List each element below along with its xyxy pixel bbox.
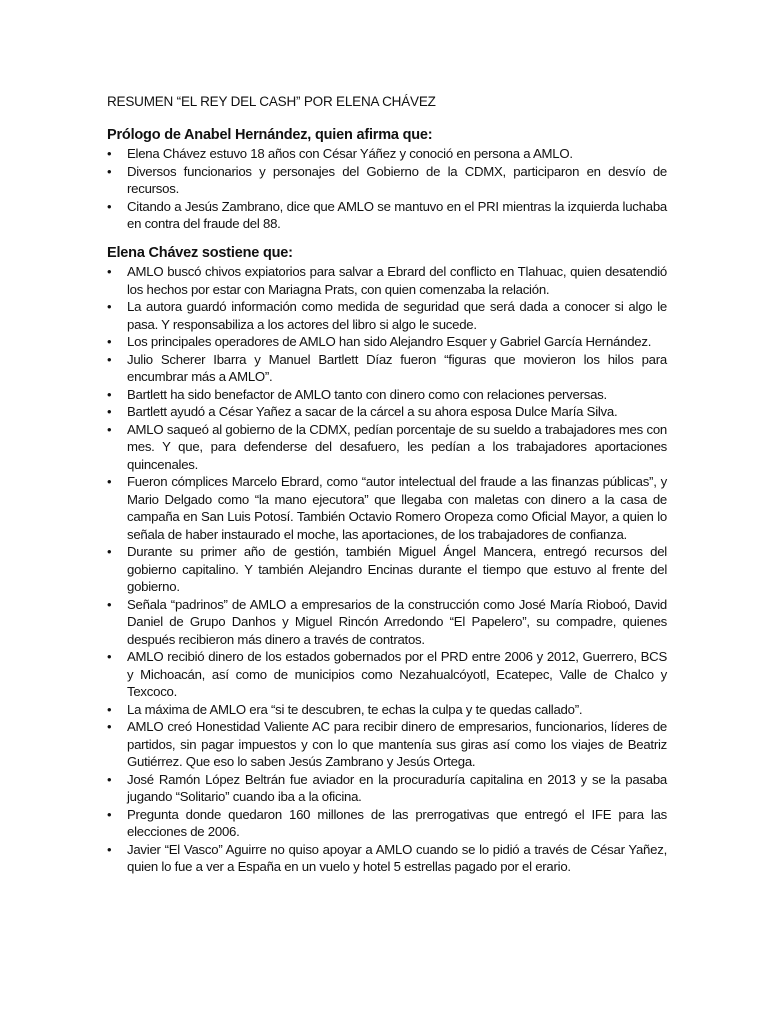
bullet-icon: • [107, 771, 112, 787]
bullet-icon: • [107, 386, 112, 402]
prologue-heading: Prólogo de Anabel Hernández, quien afirma que: [107, 127, 433, 143]
list-item [107, 351, 667, 386]
list-item-text: Fueron cómplices Marcelo Ebrard, como “autor intelectual del fraude a las finanzas públicas”, y Mario Delgado como “la mano ejecutora” que llegaba con maletas con dinero a la casa de campaña en San Luis Potosí. También Octavio Romero Oropeza como Oficial Mayor, a quien lo señala de haber instaurado el moche, las aportaciones, de los trabajadores de confianza. [127, 474, 667, 542]
list-item [107, 648, 667, 701]
list-item-text: Bartlett ha sido benefactor de AMLO tanto con dinero como con relaciones perversas. [127, 386, 607, 402]
bullet-icon: • [107, 163, 112, 179]
chavez-list [107, 263, 667, 876]
list-item-text: Señala “padrinos” de AMLO a empresarios de la construcción como José María Rioboó, David Daniel de Grupo Danhos y Miguel Rincón Arredondo “El Papelero”, su compadre, quienes después recibieron más dinero a través de contratos. [127, 596, 667, 647]
bullet-icon: • [107, 719, 112, 734]
document-title: RESUMEN “EL REY DEL CASH” POR ELENA CHÁVEZ [107, 94, 436, 109]
list-item [107, 473, 667, 543]
bullet-icon: • [107, 351, 112, 367]
bullet-icon: • [107, 421, 112, 437]
list-item [107, 145, 667, 163]
list-item-text: Citando a Jesús Zambrano, dice que AMLO se mantuvo en el PRI mientras la izquierda luchaba en contra del fraude del 88. [127, 198, 667, 231]
list-item-text: Elena Chávez estuvo 18 años con César Yáñez y conoció en persona a AMLO. [127, 146, 573, 161]
list-item-text: Durante su primer año de gestión, también Miguel Ángel Mancera, entregó recursos del gobierno capitalino. Y también Alejandro Encinas durante el tiempo que estuvo al frente del gobierno. [127, 544, 667, 594]
list-item-text: Diversos funcionarios y personajes del Gobierno de la CDMX, participaron en desvío de recursos. [127, 163, 667, 196]
bullet-icon: • [107, 264, 112, 279]
list-item [107, 163, 667, 198]
list-item-text: Pregunta donde quedaron 160 millones de las prerrogativas que entregó el IFE para las elecciones de 2006. [127, 806, 667, 839]
list-item-text: AMLO saqueó al gobierno de la CDMX, pedían porcentaje de su sueldo a trabajadores mes con mes. Y que, para defenderse del desafuero, les pedían a los trabajadores aportaciones quincenales. [127, 421, 667, 472]
list-item-text: Julio Scherer Ibarra y Manuel Bartlett Díaz fueron “figuras que movieron los hilos para encumbrar más a AMLO”. [127, 351, 667, 384]
list-item [107, 198, 667, 233]
list-item [107, 421, 667, 474]
list-item-text: La máxima de AMLO era “si te descubren, te echas la culpa y te quedas callado”. [127, 701, 583, 717]
prologue-section [107, 126, 667, 233]
list-item-text: AMLO recibió dinero de los estados gobernados por el PRD entre 2006 y 2012, Guerrero, BCS y Michoacán, así como de municipios como Nezahualcóyotl, Ecatepec, Valle de Chalco y Texcoco. [127, 649, 667, 699]
chavez-section [107, 244, 667, 876]
list-item-text: La autora guardó información como medida de seguridad que será dada a conocer si algo le pasa. Y responsabiliza a los actores del libro si algo le sucede. [127, 299, 667, 332]
list-item [107, 298, 667, 333]
bullet-icon: • [107, 544, 112, 559]
list-item [107, 771, 667, 806]
list-item [107, 543, 667, 596]
list-item-text: Bartlett ayudó a César Yañez a sacar de la cárcel a su ahora esposa Dulce María Silva. [127, 404, 618, 419]
list-item [107, 596, 667, 649]
bullet-icon: • [107, 841, 112, 857]
bullet-icon: • [107, 198, 112, 214]
list-item-text: José Ramón López Beltrán fue aviador en la procuraduría capitalina en 2013 y se la pasaba jugando “Solitario” cuando iba a la oficina. [127, 771, 667, 804]
list-item [107, 718, 667, 771]
list-item [107, 386, 667, 404]
list-item-text: AMLO buscó chivos expiatorios para salvar a Ebrard del conflicto en Tlahuac, quien desatendió los hechos por estar con Mariagna Prats, con quien comenzaba la relación. [127, 264, 667, 297]
list-item [107, 701, 667, 719]
prologue-list [107, 145, 667, 233]
list-item [107, 841, 667, 876]
bullet-icon: • [107, 334, 112, 349]
list-item-text: Los principales operadores de AMLO han sido Alejandro Esquer y Gabriel García Hernández. [127, 334, 652, 349]
bullet-icon: • [107, 146, 112, 161]
bullet-icon: • [107, 596, 112, 612]
list-item [107, 263, 667, 298]
list-item-text: AMLO creó Honestidad Valiente AC para recibir dinero de empresarios, funcionarios, líderes de partidos, sin pagar impuestos y con lo que mantenía sus giras así como los viajes de Beatriz Gutiérrez. Que eso lo saben Jesús Zambrano y Jesús Ortega. [127, 719, 667, 769]
bullet-icon: • [107, 701, 112, 717]
chavez-heading: Elena Chávez sostiene que: [107, 245, 293, 261]
bullet-icon: • [107, 649, 112, 664]
list-item-text: Javier “El Vasco” Aguirre no quiso apoyar a AMLO cuando se lo pidió a través de César Yañez, quien lo fue a ver a España en un vuelo y hotel 5 estrellas pagado por el erario. [127, 841, 667, 874]
list-item [107, 333, 667, 351]
list-item [107, 806, 667, 841]
bullet-icon: • [107, 474, 112, 489]
list-item [107, 403, 667, 421]
bullet-icon: • [107, 404, 112, 419]
bullet-icon: • [107, 299, 112, 314]
bullet-icon: • [107, 806, 112, 822]
